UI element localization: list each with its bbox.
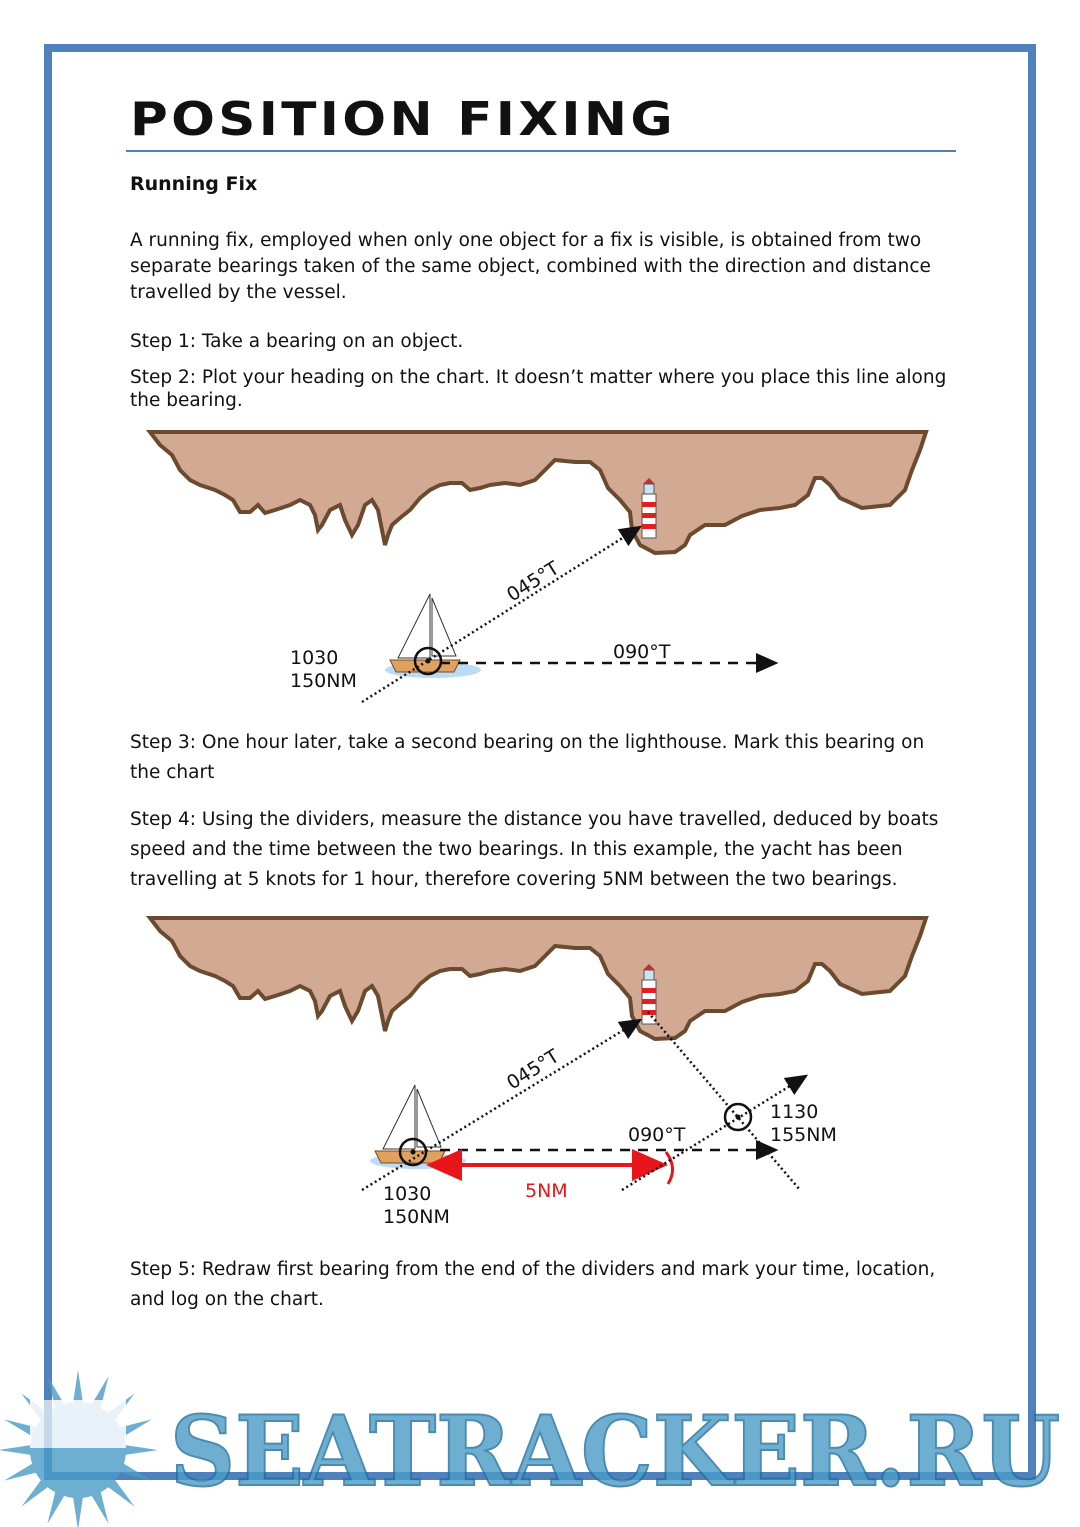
step-1: Step 1: Take a bearing on an object. (130, 331, 464, 352)
watermark-logo (0, 1370, 1060, 1527)
heading-label: 090°T (628, 1124, 686, 1146)
bearing-label: 045°T (502, 557, 564, 607)
lighthouse-icon (642, 964, 656, 1024)
page-title: POSITION FIXING (130, 92, 677, 146)
bearing-label: 045°T (502, 1045, 564, 1095)
time-label: 1030 (383, 1183, 432, 1205)
lighthouse-icon (642, 478, 656, 538)
fix-time-label: 1130 (770, 1101, 819, 1123)
distance-label: 5NM (525, 1180, 568, 1202)
log-label: 150NM (383, 1206, 450, 1228)
step-2: Step 2: Plot your heading on the chart. It doesn’t matter where you place this line along the bearing. (130, 367, 947, 411)
heading-label: 090°T (613, 641, 671, 663)
coastline (150, 432, 926, 553)
coastline (150, 918, 926, 1039)
intro-paragraph: A running fix, employed when only one object for a fix is visible, is obtained from two separate bearings taken of the same object, combined with the direction and distance travelled by the vessel. (130, 230, 931, 303)
section-title: Running Fix (130, 173, 258, 195)
sun-icon (0, 1370, 158, 1527)
time-label: 1030 (290, 647, 339, 669)
step-3: Step 3: One hour later, take a second bearing on the lighthouse. Mark this bearing on the chart (130, 732, 925, 783)
watermark-text: SEATRACKER.RU (170, 1395, 1060, 1508)
step-5: Step 5: Redraw first bearing from the end of the dividers and mark your time, location, and log on the chart. (130, 1259, 936, 1310)
sailboat-icon (385, 594, 481, 678)
fix-log-label: 155NM (770, 1124, 837, 1146)
step-4: Step 4: Using the dividers, measure the distance you have travelled, deduced by boats speed and the time between the two bearings. In this example, the yacht has been travelling at 5 knots for 1 hour, therefore covering 5NM between the two bearings. (130, 809, 939, 890)
log-label: 150NM (290, 670, 357, 692)
diagram-step-2 (150, 432, 926, 702)
dividers-arc (666, 1152, 673, 1184)
diagram-step-4 (150, 918, 926, 1228)
